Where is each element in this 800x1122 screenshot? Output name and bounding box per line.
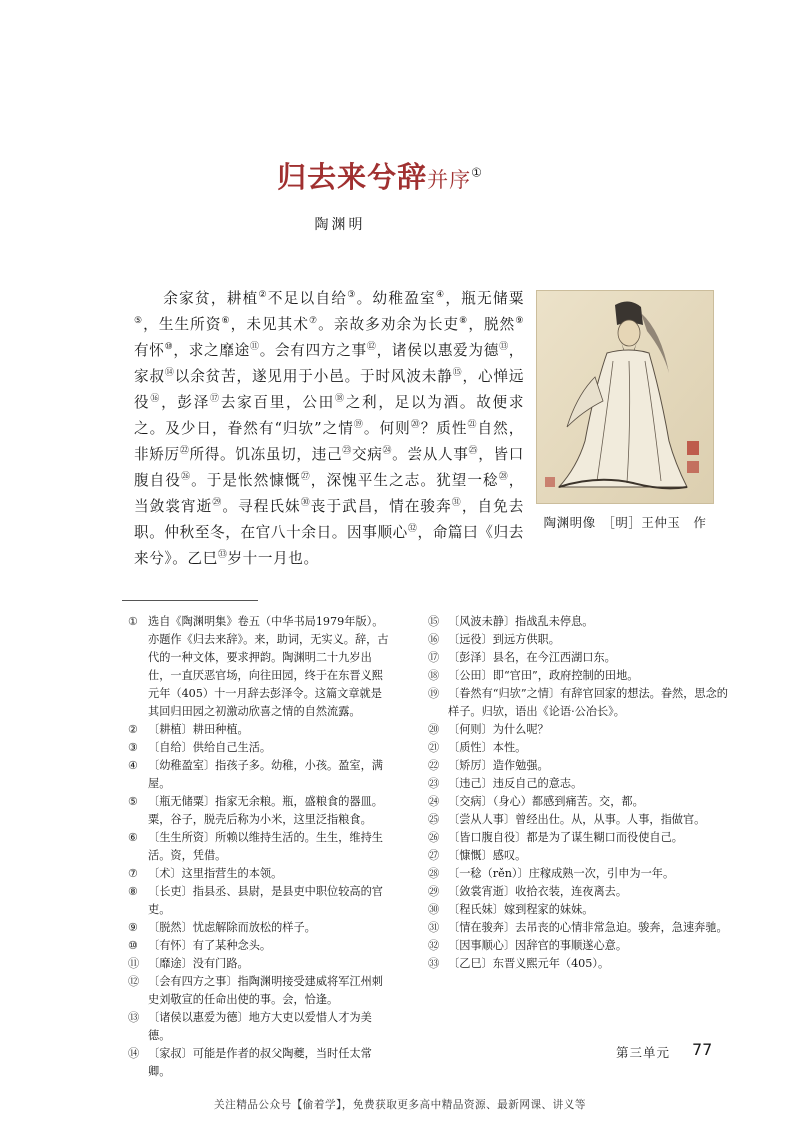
footnote-number: ⑬ bbox=[128, 1011, 140, 1024]
text-segment: ，命篇曰《归去来兮》。乙巳 bbox=[134, 524, 524, 567]
footnote-number: ㉖ bbox=[428, 831, 440, 844]
footnote-text: 〔自给〕供给自己生活。 bbox=[148, 741, 272, 754]
note-marker: ⑰ bbox=[210, 394, 221, 405]
footnote-divider bbox=[122, 600, 258, 601]
title-main: 归去来兮辞 bbox=[277, 160, 428, 194]
text-segment: ，未见其术 bbox=[230, 316, 309, 333]
note-marker: ⑲ bbox=[353, 420, 364, 431]
footnote bbox=[428, 775, 728, 793]
author-name: 陶渊明 bbox=[314, 217, 366, 233]
note-marker: ㉑ bbox=[467, 420, 478, 431]
note-marker: ㉖ bbox=[180, 472, 192, 483]
footnote-number: ㉓ bbox=[428, 777, 440, 790]
footnote bbox=[428, 865, 728, 883]
footnote-text: 〔会有四方之事〕指陶渊明接受建威将军江州刺史刘敬宣的任命出使的事。会，恰逢。 bbox=[148, 975, 383, 1006]
note-marker: ⑭ bbox=[164, 368, 175, 379]
footnote-text: 〔远役〕到远方供职。 bbox=[448, 633, 560, 646]
text-segment: ，深愧平生之志。犹望一稔 bbox=[310, 472, 499, 489]
image-caption: 陶渊明像 ［明］王仲玉 作 bbox=[543, 515, 707, 530]
footnote-text: 〔家叔〕可能是作者的叔父陶夔，当时任太常卿。 bbox=[148, 1047, 372, 1078]
text-segment: 余家贫，耕植 bbox=[163, 290, 259, 307]
text-segment: ，求之靡途 bbox=[173, 342, 250, 359]
footnote-text: 〔风波未静〕指战乱未停息。 bbox=[448, 615, 594, 628]
text-segment: 之利，足以为酒。故便求之。及少日，眷然有“归欤”之情 bbox=[134, 394, 525, 437]
note-marker: ⑨ bbox=[515, 316, 525, 327]
footnote-text: 〔幼稚盈室〕指孩子多。幼稚，小孩。盈室，满屋。 bbox=[148, 759, 383, 790]
notes-left-column bbox=[128, 613, 390, 1081]
note-marker: ⑦ bbox=[309, 316, 319, 327]
footnote-number: ㉗ bbox=[428, 849, 440, 862]
text-segment: 。会有四方之事 bbox=[259, 342, 367, 359]
text-segment: ，瓶无储粟 bbox=[445, 290, 525, 307]
note-marker: ㉗ bbox=[300, 472, 311, 483]
footnote-text: 〔情在骏奔〕去吊丧的心情非常急迫。骏奔，急速奔驰。 bbox=[448, 921, 728, 934]
footnote bbox=[128, 919, 390, 937]
footnote-number: ④ bbox=[128, 759, 139, 772]
preface-text bbox=[134, 286, 524, 572]
footnote-text: 〔乙巳〕东晋义熙元年（405）。 bbox=[448, 957, 610, 970]
footnote-number: ㉜ bbox=[428, 939, 440, 952]
text-segment: ，当敛裳宵逝 bbox=[134, 472, 524, 515]
footnote-text: 〔脱然〕忧虑解除而放松的样子。 bbox=[148, 921, 316, 934]
portrait-image bbox=[536, 290, 714, 504]
page-number: 77 bbox=[692, 1040, 713, 1059]
footnote bbox=[128, 883, 390, 919]
text-segment: ，家叔 bbox=[134, 342, 524, 385]
footnote-text: 〔彭泽〕县名，在今江西湖口东。 bbox=[448, 651, 616, 664]
footnote bbox=[428, 649, 728, 667]
title-suffix: 并序 bbox=[427, 168, 472, 192]
footnote bbox=[428, 829, 728, 847]
footnote-number: ⑦ bbox=[128, 867, 139, 880]
text-segment: 。寻程氏妹 bbox=[222, 498, 301, 515]
footnote-number: ㉙ bbox=[428, 885, 440, 898]
title-note-mark: ① bbox=[471, 165, 483, 180]
footnote-text: 〔质性〕本性。 bbox=[448, 741, 527, 754]
note-marker: ㉓ bbox=[342, 446, 352, 457]
footnote-number: ⑱ bbox=[428, 669, 440, 682]
text-segment: ，生生所资 bbox=[143, 316, 222, 333]
footnote-text: 〔术〕这里指营生的本领。 bbox=[148, 867, 283, 880]
footnote bbox=[128, 613, 390, 721]
footnote bbox=[128, 1009, 390, 1045]
note-marker: ⑩ bbox=[164, 342, 174, 353]
text-segment: 以余贫苦，遂见用于小邑。于时风波未静 bbox=[174, 368, 453, 385]
footnote-text: 选自《陶渊明集》卷五（中华书局1979年版）。亦题作《归去来辞》。来，助词，无实义。辞，古代的一种文体，要求押韵。陶渊明二十九岁出仕，一直厌恶官场，向往田园，终于在东晋义熙元年（405）十一月辞去彭泽令。这篇文章就是其回归田园之初激动欣喜之情的自然流露。 bbox=[148, 615, 389, 718]
promo-line: 关注精品公众号【偷着学】，免费获取更多高中精品资源、最新网课、讲义等 bbox=[214, 1099, 586, 1111]
footnote-text: 〔耕植〕耕田种植。 bbox=[148, 723, 249, 736]
footnote-number: ㉒ bbox=[428, 759, 440, 772]
footnote bbox=[428, 937, 728, 955]
note-marker: ② bbox=[258, 290, 268, 301]
text-segment: 有怀 bbox=[134, 342, 165, 359]
footnote-text: 〔诸侯以惠爱为德〕地方大吏以爱惜人才为美德。 bbox=[148, 1011, 372, 1042]
footnote bbox=[428, 613, 728, 631]
footnote-number: ㉛ bbox=[428, 921, 440, 934]
footnote-number: ⑨ bbox=[128, 921, 139, 934]
footnote bbox=[428, 793, 728, 811]
footnote-number: ⑤ bbox=[128, 795, 139, 808]
footnote-text: 〔因事顺心〕因辞官的事顺遂心意。 bbox=[448, 939, 628, 952]
note-marker: ⑯ bbox=[150, 394, 162, 405]
footnote-text: 〔瓶无储粟〕指家无余粮。瓶，盛粮食的器皿。粟，谷子，脱壳后称为小米，这里泛指粮食。 bbox=[148, 795, 383, 826]
footnote-text: 〔长吏〕指县丞、县尉，是县吏中职位较高的官吏。 bbox=[148, 885, 383, 916]
footnote-text: 〔眷然有“归欤”之情〕有辞官回家的想法。眷然，思念的样子。归欤，语出《论语·公冶长》。 bbox=[448, 687, 728, 718]
footnote-number: ① bbox=[128, 615, 139, 628]
text-segment: 所得。饥冻虽切，违己 bbox=[189, 446, 343, 463]
footnote bbox=[428, 631, 728, 649]
note-marker: ⑫ bbox=[366, 342, 377, 353]
footnote-text: 〔有怀〕有了某种念头。 bbox=[148, 939, 272, 952]
text-segment: 。尝从人事 bbox=[392, 446, 469, 463]
text-segment: 去家百里，公田 bbox=[220, 394, 335, 411]
footnote-number: ㉑ bbox=[428, 741, 440, 754]
text-segment: 。幼稚盈室 bbox=[356, 290, 436, 307]
note-marker: ③ bbox=[347, 290, 357, 301]
footnote-number: ⑰ bbox=[428, 651, 440, 664]
note-marker: ㉕ bbox=[468, 446, 479, 457]
note-marker: ㉛ bbox=[451, 498, 462, 509]
footnote bbox=[128, 973, 390, 1009]
note-marker: ㉚ bbox=[300, 498, 311, 509]
note-marker: ⑬ bbox=[499, 342, 509, 353]
footnote-number: ⑯ bbox=[428, 633, 440, 646]
footnote bbox=[128, 1045, 390, 1081]
footnote-number: ⑫ bbox=[128, 975, 140, 988]
text-segment: 不足以自给 bbox=[267, 290, 348, 307]
footnote-number: ⑮ bbox=[428, 615, 440, 628]
unit-label: 第三单元 bbox=[616, 1045, 671, 1060]
footnote-number: ㉝ bbox=[428, 957, 440, 970]
text-segment: ，心惮远役 bbox=[134, 368, 525, 411]
note-marker: ⑪ bbox=[249, 342, 260, 353]
footnote-text: 〔敛裳宵逝〕收拾衣装，连夜离去。 bbox=[448, 885, 628, 898]
footnote-text: 〔靡途〕没有门路。 bbox=[148, 957, 249, 970]
note-marker: ㉝ bbox=[217, 550, 228, 561]
text-segment: 岁十一月也。 bbox=[227, 550, 319, 567]
text-segment: 。何则 bbox=[363, 420, 411, 437]
footnote-number: ⑲ bbox=[428, 687, 440, 700]
footnote-number: ⑩ bbox=[128, 939, 139, 952]
page-title bbox=[210, 155, 550, 196]
footnote-number: ㉔ bbox=[428, 795, 440, 808]
note-marker: ⑳ bbox=[410, 420, 421, 431]
footnote-text: 〔公田〕即“官田”，政府控制的田地。 bbox=[448, 669, 639, 682]
note-marker: ④ bbox=[435, 290, 446, 301]
text-segment: ？质性 bbox=[420, 420, 468, 437]
footnote bbox=[428, 883, 728, 901]
note-marker: ⑧ bbox=[459, 316, 469, 327]
text-segment: ，自免去职。仲秋至冬，在官八十余日。因事顺心 bbox=[134, 498, 524, 541]
footnote-text: 〔皆口腹自役〕都是为了谋生糊口而役使自己。 bbox=[448, 831, 683, 844]
text-segment: ，脱然 bbox=[468, 316, 516, 333]
footnote-number: ⑭ bbox=[128, 1047, 140, 1060]
footnote-number: ㉚ bbox=[428, 903, 440, 916]
footnote bbox=[428, 811, 728, 829]
footnote bbox=[128, 955, 390, 973]
footnote-text: 〔程氏妹〕嫁到程家的妹妹。 bbox=[448, 903, 594, 916]
portrait-drawing bbox=[537, 291, 713, 503]
footnote-number: ⑧ bbox=[128, 885, 139, 898]
footnote-text: 〔一稔（rěn）〕庄稼成熟一次，引申为一年。 bbox=[448, 867, 675, 880]
note-marker: ⑱ bbox=[334, 394, 346, 405]
footnote-text: 〔尝从人事〕曾经出仕。从，从事。人事，指做官。 bbox=[448, 813, 706, 826]
note-marker: ㉒ bbox=[179, 446, 190, 457]
footnote bbox=[128, 829, 390, 865]
text-segment: 自然，非矫厉 bbox=[134, 420, 524, 463]
footnote bbox=[128, 793, 390, 829]
note-marker: ⑮ bbox=[452, 368, 463, 379]
footnote bbox=[428, 721, 728, 739]
footnote bbox=[428, 739, 728, 757]
footnote-number: ⑥ bbox=[128, 831, 139, 844]
footnote-number: ③ bbox=[128, 741, 139, 754]
footnote-number: ⑳ bbox=[428, 723, 440, 736]
footnote-number: ㉘ bbox=[428, 867, 440, 880]
note-marker: ㉔ bbox=[382, 446, 393, 457]
footnote-text: 〔何则〕为什么呢？ bbox=[448, 723, 549, 736]
footnote-text: 〔交病〕（身心）都感到痛苦。交，都。 bbox=[448, 795, 644, 808]
footnote bbox=[128, 721, 390, 739]
footnote bbox=[128, 865, 390, 883]
footnote-text: 〔违己〕违反自己的意志。 bbox=[448, 777, 583, 790]
footnote bbox=[428, 955, 728, 973]
footnote-number: ② bbox=[128, 723, 139, 736]
text-segment: ，皆口腹自役 bbox=[134, 446, 524, 489]
text-segment: 。亲故多劝余为长吏 bbox=[318, 316, 460, 333]
footnote bbox=[128, 937, 390, 955]
footnote bbox=[428, 685, 728, 721]
footnote-number: ⑪ bbox=[128, 957, 140, 970]
note-marker: ㉘ bbox=[498, 472, 509, 483]
footnote bbox=[428, 667, 728, 685]
footnote-text: 〔慷慨〕感叹。 bbox=[448, 849, 527, 862]
notes-right-column bbox=[428, 613, 728, 973]
footnote bbox=[128, 739, 390, 757]
footnote bbox=[428, 919, 728, 937]
text-segment: 丧于武昌，情在骏奔 bbox=[310, 498, 452, 515]
note-marker: ⑤ bbox=[134, 316, 144, 327]
note-marker: ㉙ bbox=[212, 498, 223, 509]
footnote-number: ㉕ bbox=[428, 813, 440, 826]
footnote-text: 〔生生所资〕所赖以维持生活的。生生，维持生活。资，凭借。 bbox=[148, 831, 383, 862]
footnote bbox=[428, 757, 728, 775]
text-segment: 交病 bbox=[351, 446, 383, 463]
text-segment: ，诸侯以惠爱为德 bbox=[376, 342, 500, 359]
text-segment: ，彭泽 bbox=[161, 394, 211, 411]
note-marker: ⑥ bbox=[221, 316, 231, 327]
footnote-text: 〔矫厉〕造作勉强。 bbox=[448, 759, 549, 772]
footnote bbox=[428, 847, 728, 865]
footnote bbox=[428, 901, 728, 919]
footnote bbox=[128, 757, 390, 793]
note-marker: ㉜ bbox=[407, 524, 418, 535]
text-segment: 。于是怅然慷慨 bbox=[191, 472, 301, 489]
